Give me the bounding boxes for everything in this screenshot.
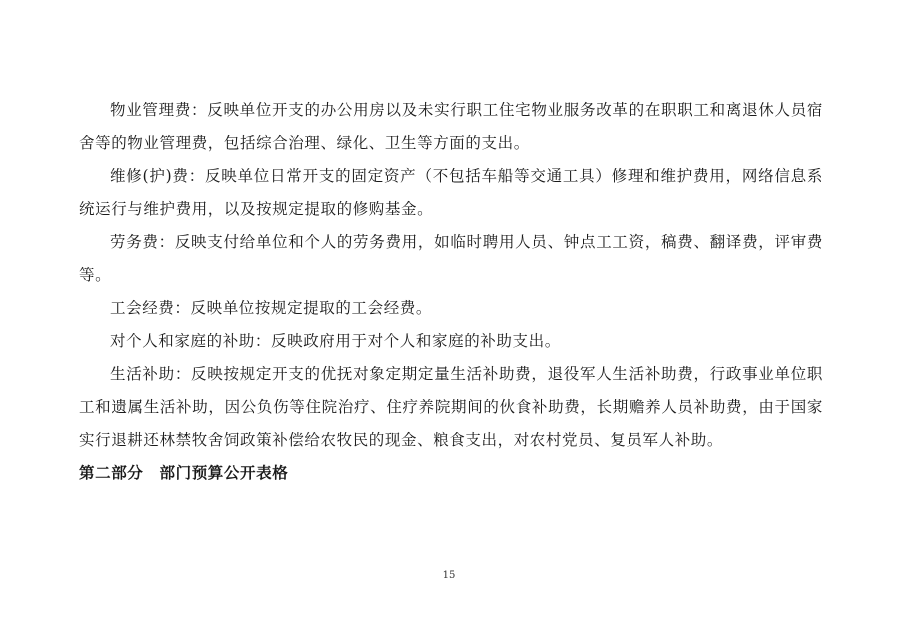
paragraph-union-fee: 工会经费：反映单位按规定提取的工会经费。	[110, 299, 433, 317]
section-heading: 第二部分 部门预算公开表格	[79, 464, 289, 482]
document-body	[79, 94, 823, 490]
paragraph-family-subsidy: 对个人和家庭的补助：反映政府用于对个人和家庭的补助支出。	[110, 332, 561, 350]
paragraph-property-management-fee: 物业管理费：反映单位开支的办公用房以及未实行职工住宅物业服务改革的在职职工和离退休人员宿舍等的物业管理费，包括综合治理、绿化、卫生等方面的支出。	[79, 101, 823, 152]
paragraph-labor-fee: 劳务费：反映支付给单位和个人的劳务费用，如临时聘用人员、钟点工工资，稿费、翻译费，评审费等。	[79, 233, 823, 284]
paragraph-living-subsidy: 生活补助：反映按规定开支的优抚对象定期定量生活补助费，退役军人生活补助费，行政事业单位职工和遗属生活补助，因公负伤等住院治疗、住疗养院期间的伙食补助费，长期赡养人员补助费，由于国家实行退耕还林禁牧舍饲政策补偿给农牧民的现金、粮食支出，对农村党员、复员军人补助。	[79, 365, 823, 449]
paragraph-maintenance-fee: 维修(护)费：反映单位日常开支的固定资产（不包括车船等交通工具）修理和维护费用，网络信息系统运行与维护费用，以及按规定提取的修购基金。	[79, 167, 823, 218]
page-number: 15	[442, 570, 456, 581]
